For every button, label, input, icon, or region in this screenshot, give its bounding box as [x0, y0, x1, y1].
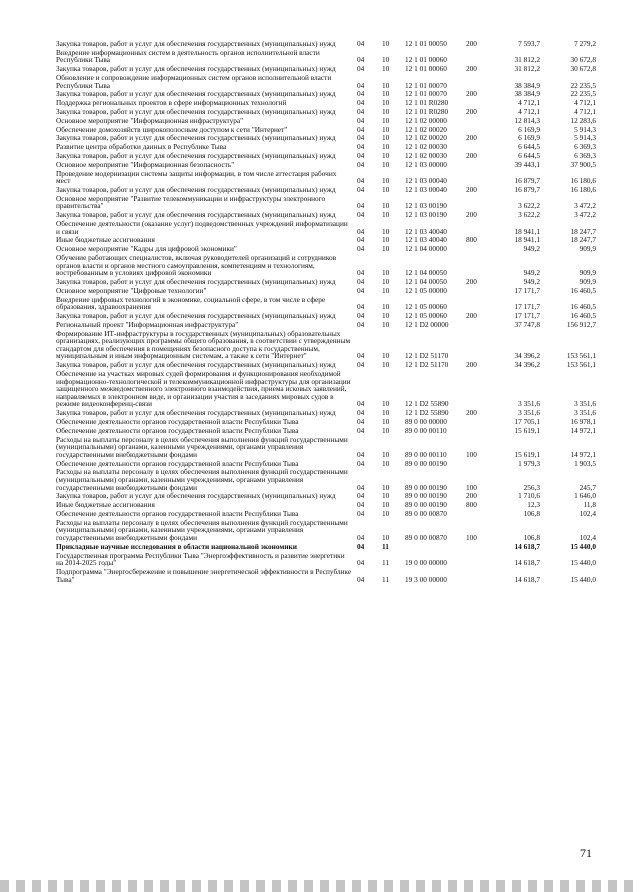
row-target-article: 12 1 03 00040 [405, 185, 447, 194]
row-target-article: 12 1 03 00190 [405, 210, 447, 220]
row-target-article: 12 1 02 00000 [405, 115, 447, 125]
row-name: Закупка товаров, работ и услуг для обеспечения государственных (муниципальных) нужд [56, 360, 336, 370]
row-sum-2: 16 460,5 [570, 311, 596, 320]
row-expense-type: 800 [466, 235, 477, 245]
row-target-article: 12 1 03 00040 [405, 176, 447, 186]
row-subsection: 10 [382, 176, 390, 186]
row-subsection: 10 [382, 277, 390, 286]
row-sum-2: 102,4 [579, 509, 596, 518]
row-sum-1: 37 747,8 [514, 319, 540, 329]
row-sum-1: 4 712,1 [518, 98, 540, 108]
row-name: Основное мероприятие "Информационная безопасность" [56, 159, 235, 169]
row-section: 04 [357, 285, 365, 295]
row-section: 04 [357, 509, 365, 518]
row-name: Закупка товаров, работ и услуг для обеспечения государственных (муниципальных) нужд [56, 210, 336, 220]
row-subsection: 10 [382, 133, 390, 143]
row-sum-1: 7 593,7 [518, 39, 540, 48]
row-sum-2: 3 472,2 [574, 210, 596, 220]
row-subsection: 10 [382, 449, 390, 459]
row-target-article: 89 0 00 00110 [405, 449, 447, 459]
row-section: 04 [357, 133, 365, 143]
row-target-article: 12 1 01 00070 [405, 89, 447, 99]
row-sum-2: 102,4 [579, 532, 596, 542]
row-sum-2: 22 235,5 [570, 89, 596, 99]
row-subsection: 10 [382, 509, 390, 518]
row-expense-type: 200 [466, 133, 477, 143]
row-section: 04 [357, 482, 365, 492]
page-number: 71 [580, 846, 592, 860]
row-name: Проведение модернизации системы защиты информации, в том числе аттестация рабочих мест [56, 168, 337, 186]
row-sum-2: 153 561,1 [566, 360, 596, 370]
row-sum-1: 38 384,9 [514, 80, 540, 90]
row-subsection: 11 [382, 558, 390, 568]
row-target-article: 12 1 05 00060 [405, 302, 447, 312]
row-sum-1: 34 396,2 [514, 351, 540, 361]
row-sum-1: 39 443,1 [514, 159, 540, 169]
row-sum-2: 14 972,1 [570, 449, 596, 459]
row-sum-1: 14 618,7 [514, 574, 540, 584]
row-subsection: 10 [382, 482, 390, 492]
row-sum-2: 12 283,6 [570, 115, 596, 125]
row-section: 04 [357, 115, 365, 125]
row-name: Основное мероприятие "Информационная инфраструктура" [56, 115, 244, 125]
row-subsection: 10 [382, 458, 390, 468]
row-sum-1: 31 812,2 [514, 55, 540, 65]
row-sum-2: 5 914,3 [574, 133, 596, 143]
row-target-article: 12 1 04 00050 [405, 277, 447, 286]
row-target-article: 12 1 01 R0280 [405, 98, 449, 108]
row-expense-type: 100 [466, 482, 477, 492]
row-subsection: 10 [382, 360, 390, 370]
row-section: 04 [357, 558, 365, 568]
row-section: 04 [357, 98, 365, 108]
row-sum-1: 15 619,1 [514, 449, 540, 459]
row-name: Закупка товаров, работ и услуг для обеспечения государственных (муниципальных) нужд [56, 185, 336, 194]
row-target-article: 12 1 03 40040 [405, 226, 447, 236]
row-sum-2: 909,9 [579, 268, 596, 278]
row-name: Закупка товаров, работ и услуг для обеспечения государственных (муниципальных) нужд [56, 277, 336, 286]
row-section: 04 [357, 277, 365, 286]
row-name: Обеспечение деятельности органов государственной власти Республики Тыва [56, 509, 299, 518]
row-target-article: 12 1 02 00020 [405, 133, 447, 143]
row-target-article: 12 1 01 R0280 [405, 107, 449, 116]
row-section: 04 [357, 210, 365, 220]
row-name: Расходы на выплаты персоналу в целях обеспечения выполнения функций государственными (муниципальными) органами, казенными учреждениями, органами управления государственными внебюджетными фондами [56, 517, 348, 542]
row-target-article: 12 1 04 00050 [405, 268, 447, 278]
row-expense-type: 200 [466, 491, 477, 501]
row-subsection: 10 [382, 532, 390, 542]
row-target-article: 12 1 05 00000 [405, 285, 447, 295]
row-sum-1: 949,2 [523, 268, 540, 278]
row-section: 04 [357, 39, 365, 48]
row-subsection: 10 [382, 491, 390, 501]
row-sum-1: 16 879,7 [514, 185, 540, 194]
row-section: 04 [357, 399, 365, 409]
row-name: Обновление и сопровождение информационных систем органов исполнительной власти Республики Тыва [56, 73, 332, 90]
row-sum-1: 1 710,6 [518, 491, 540, 501]
row-sum-1: 6 169,9 [518, 124, 540, 134]
row-sum-1: 17 171,7 [514, 311, 540, 320]
row-sum-1: 18 941,1 [514, 226, 540, 236]
row-subsection: 11 [382, 541, 389, 551]
row-sum-1: 4 712,1 [518, 107, 540, 116]
row-sum-1: 949,2 [523, 277, 540, 286]
row-name: Закупка товаров, работ и услуг для обеспечения государственных (муниципальных) нужд [56, 311, 336, 320]
row-section: 04 [357, 235, 365, 245]
row-expense-type: 200 [466, 89, 477, 99]
row-sum-2: 4 712,1 [574, 107, 596, 116]
row-expense-type: 200 [466, 311, 477, 320]
row-target-article: 12 1 03 00000 [405, 159, 447, 169]
row-expense-type: 200 [466, 39, 477, 48]
row-sum-1: 17 705,1 [514, 417, 540, 426]
row-target-article: 12 1 02 00020 [405, 124, 447, 134]
row-subsection: 10 [382, 399, 390, 409]
row-section: 04 [357, 302, 365, 312]
row-sum-2: 37 900,5 [570, 159, 596, 169]
row-subsection: 10 [382, 408, 390, 418]
row-section: 04 [357, 64, 365, 74]
row-sum-2: 15 440,0 [570, 541, 596, 551]
row-sum-2: 18 247,7 [570, 226, 596, 236]
row-subsection: 10 [382, 89, 390, 99]
row-section: 04 [357, 311, 365, 320]
row-target-article: 12 1 03 00190 [405, 201, 447, 211]
row-subsection: 10 [382, 319, 390, 329]
row-expense-type: 200 [466, 360, 477, 370]
scan-edge [0, 880, 640, 892]
row-sum-2: 1 903,5 [574, 458, 596, 468]
row-target-article: 89 0 00 00190 [405, 491, 447, 501]
row-expense-type: 100 [466, 532, 477, 542]
row-sum-1: 3 351,6 [518, 408, 540, 418]
row-section: 04 [357, 319, 365, 329]
row-target-article: 89 0 00 00870 [405, 532, 447, 542]
row-section: 04 [357, 449, 365, 459]
row-section: 04 [357, 541, 365, 551]
row-name: Подпрограмма "Энергосбережение и повышение энергетической эффективности в Республике Тыва" [56, 567, 352, 584]
row-name: Развитие центра обработки данных в Республике Тыва [56, 142, 227, 152]
row-sum-1: 3 351,6 [518, 399, 540, 409]
row-name: Иные бюджетные ассигнования [56, 235, 155, 245]
row-name: Региональный проект "Информационная инфраструктура" [56, 319, 239, 329]
row-target-article: 12 1 01 00060 [405, 64, 447, 74]
row-section: 04 [357, 176, 365, 186]
row-subsection: 10 [382, 500, 390, 510]
row-subsection: 11 [382, 574, 390, 584]
row-sum-2: 156 912,7 [566, 319, 596, 329]
row-section: 04 [357, 425, 365, 435]
row-target-article: 12 1 02 00030 [405, 142, 447, 152]
row-subsection: 10 [382, 80, 390, 90]
row-expense-type: 100 [466, 449, 477, 459]
row-target-article: 12 1 D2 55890 [405, 399, 449, 409]
row-sum-2: 5 914,3 [574, 124, 596, 134]
row-sum-2: 15 440,0 [570, 558, 596, 568]
row-target-article: 12 1 04 00000 [405, 244, 447, 254]
row-subsection: 10 [382, 210, 390, 220]
row-sum-2: 7 279,2 [574, 39, 596, 48]
row-section: 04 [357, 408, 365, 418]
row-section: 04 [357, 107, 365, 116]
row-sum-1: 17 171,7 [514, 302, 540, 312]
row-sum-2: 11,8 [583, 500, 596, 510]
row-target-article: 12 1 02 00030 [405, 151, 447, 160]
row-sum-2: 16 180,6 [570, 185, 596, 194]
row-sum-2: 4 712,1 [574, 98, 596, 108]
row-name: Закупка товаров, работ и услуг для обеспечения государственных (муниципальных) нужд [56, 408, 336, 418]
row-sum-2: 22 235,5 [570, 80, 596, 90]
row-name: Закупка товаров, работ и услуг для обеспечения государственных (муниципальных) нужд [56, 151, 336, 160]
row-target-article: 12 1 05 00060 [405, 311, 447, 320]
row-name: Поддержка региональных проектов в сфере информационных технологий [56, 98, 287, 108]
row-expense-type: 200 [466, 210, 477, 220]
row-section: 04 [357, 458, 365, 468]
row-sum-1: 34 396,2 [514, 360, 540, 370]
row-sum-2: 16 180,6 [570, 176, 596, 186]
row-expense-type: 200 [466, 64, 477, 74]
row-section: 04 [357, 151, 365, 160]
row-section: 04 [357, 80, 365, 90]
row-name: Расходы на выплаты персоналу в целях обеспечения выполнения функций государственными (муниципальными) органами, казенными учреждениями, органами управления государственными внебюджетными фондами [56, 434, 348, 459]
row-subsection: 10 [382, 311, 390, 320]
row-section: 04 [357, 360, 365, 370]
row-sum-1: 31 812,2 [514, 64, 540, 74]
row-sum-2: 3 472,2 [574, 201, 596, 211]
row-sum-1: 6 644,5 [518, 142, 540, 152]
row-sum-2: 16 460,5 [570, 302, 596, 312]
row-sum-1: 6 644,5 [518, 151, 540, 160]
row-subsection: 10 [382, 417, 390, 426]
row-sum-2: 6 369,3 [574, 142, 596, 152]
row-target-article: 12 1 03 40040 [405, 235, 447, 245]
row-target-article: 89 0 00 00000 [405, 417, 447, 426]
row-subsection: 10 [382, 107, 390, 116]
row-target-article: 19 0 00 00000 [405, 558, 447, 568]
row-subsection: 10 [382, 235, 390, 245]
row-name: Закупка товаров, работ и услуг для обеспечения государственных (муниципальных) нужд [56, 107, 336, 116]
row-expense-type: 800 [466, 500, 477, 510]
row-name: Внедрение информационных систем в деятельность органов исполнительной власти Республики Тыва [56, 47, 320, 65]
row-sum-2: 909,9 [579, 277, 596, 286]
row-target-article: 12 1 D2 55890 [405, 408, 449, 418]
row-expense-type: 200 [466, 277, 477, 286]
row-name: Расходы на выплаты персоналу в целях обеспечения выполнения функций государственными (муниципальными) органами, казенными учреждениями, органами управления государственными внебюджетными фондами [56, 467, 348, 492]
row-target-article: 12 1 D2 51170 [405, 351, 449, 361]
row-target-article: 89 0 00 00190 [405, 458, 447, 468]
row-target-article: 89 0 00 00190 [405, 500, 447, 510]
row-expense-type: 200 [466, 107, 477, 116]
row-sum-2: 30 672,8 [570, 64, 596, 74]
row-section: 04 [357, 124, 365, 134]
row-subsection: 10 [382, 124, 390, 134]
row-name: Обеспечение деятельности органов государственной власти Республики Тыва [56, 458, 299, 468]
row-sum-1: 3 622,2 [518, 210, 540, 220]
row-subsection: 10 [382, 185, 390, 194]
row-sum-1: 256,3 [523, 482, 540, 492]
row-subsection: 10 [382, 268, 390, 278]
row-sum-2: 14 972,1 [570, 425, 596, 435]
row-subsection: 10 [382, 159, 390, 169]
row-target-article: 89 0 00 00110 [405, 425, 447, 435]
row-sum-2: 6 369,3 [574, 151, 596, 160]
row-name: Закупка товаров, работ и услуг для обеспечения государственных (муниципальных) нужд [56, 491, 336, 501]
row-name: Внедрение цифровых технологий в экономике, социальной сфере, в том числе в сфере образования, здравоохранения [56, 294, 326, 312]
row-sum-1: 1 979,3 [518, 458, 540, 468]
row-name: Обеспечение деятельности органов государственной власти Республики Тыва [56, 425, 299, 435]
row-subsection: 10 [382, 226, 390, 236]
row-sum-2: 909,9 [579, 244, 596, 254]
row-sum-2: 153 561,1 [566, 351, 596, 361]
row-subsection: 10 [382, 285, 390, 295]
row-sum-2: 16 460,5 [570, 285, 596, 295]
row-sum-1: 16 879,7 [514, 176, 540, 186]
row-sum-1: 17 171,7 [514, 285, 540, 295]
row-sum-1: 18 941,1 [514, 235, 540, 245]
row-section: 04 [357, 142, 365, 152]
row-section: 04 [357, 532, 365, 542]
row-sum-2: 30 672,8 [570, 55, 596, 65]
row-subsection: 10 [382, 64, 390, 74]
row-sum-2: 15 440,0 [570, 574, 596, 584]
row-sum-1: 6 169,9 [518, 133, 540, 143]
row-section: 04 [357, 226, 365, 236]
row-subsection: 10 [382, 201, 390, 211]
row-section: 04 [357, 185, 365, 194]
row-sum-1: 3 622,2 [518, 201, 540, 211]
row-sum-2: 16 978,1 [570, 417, 596, 426]
row-subsection: 10 [382, 244, 390, 254]
row-target-article: 12 1 01 00060 [405, 55, 447, 65]
row-section: 04 [357, 201, 365, 211]
row-subsection: 10 [382, 55, 390, 65]
row-name: Основное мероприятие "Развитие телекоммуникации и инфраструктуры электронного правительства" [56, 193, 326, 211]
row-name: Основное мероприятие "Цифровые технологии" [56, 285, 207, 295]
row-subsection: 10 [382, 425, 390, 435]
row-target-article: 12 1 01 00070 [405, 80, 447, 90]
row-section: 04 [357, 417, 365, 426]
row-section: 04 [357, 491, 365, 501]
row-section: 04 [357, 574, 365, 584]
row-name: Обеспечение деятельности (оказание услуг) подведомственных учреждений информатизации и связи [56, 219, 348, 236]
row-name: Закупка товаров, работ и услуг для обеспечения государственных (муниципальных) нужд [56, 39, 336, 48]
row-name: Обеспечение деятельности органов государственной власти Республики Тыва [56, 417, 299, 426]
row-sum-1: 106,8 [523, 532, 540, 542]
row-target-article: 12 1 D2 51170 [405, 360, 449, 370]
row-name: Иные бюджетные ассигнования [56, 500, 155, 510]
row-sum-1: 12,3 [527, 500, 540, 510]
row-sum-2: 3 351,6 [574, 408, 596, 418]
row-section: 04 [357, 268, 365, 278]
row-sum-1: 949,2 [523, 244, 540, 254]
row-subsection: 10 [382, 351, 390, 361]
row-section: 04 [357, 500, 365, 510]
row-name: Закупка товаров, работ и услуг для обеспечения государственных (муниципальных) нужд [56, 133, 336, 143]
row-name: Формирование ИТ-инфраструктуры в государственных (муниципальных) образовательных организациях, реализующих программы общего образования, в соответствии с утвержденным стандартом для обеспечения в помещениях безопасного доступа к государственным, муниципальным и иным информационным системам, а также к сети "Интернет" [56, 328, 351, 361]
row-target-article: 12 1 01 00050 [405, 39, 447, 48]
row-sum-1: 14 618,7 [514, 541, 540, 551]
row-subsection: 10 [382, 115, 390, 125]
row-name: Основное мероприятие "Кадры для цифровой экономики" [56, 244, 237, 254]
row-name: Закупка товаров, работ и услуг для обеспечения государственных (муниципальных) нужд [56, 89, 336, 99]
row-subsection: 10 [382, 142, 390, 152]
row-target-article: 89 0 00 00190 [405, 482, 447, 492]
row-name: Закупка товаров, работ и услуг для обеспечения государственных (муниципальных) нужд [56, 64, 336, 74]
row-sum-1: 12 814,3 [514, 115, 540, 125]
row-name: Обеспечение на участках мировых судей формирования и функционирования необходимой информационно-технологической и телекоммуникационной инфраструктуры для организации защищенного межведомственного электронного взаимодействия, приема исковых заявлений, направляемых в электронном виде, и организации участия в заседаниях мировых судов в режиме видеоконференц-связи [56, 369, 351, 409]
row-target-article: 12 1 D2 00000 [405, 319, 449, 329]
row-target-article: 19 3 00 00000 [405, 574, 447, 584]
row-sum-1: 14 618,7 [514, 558, 540, 568]
row-expense-type: 200 [466, 185, 477, 194]
row-subsection: 10 [382, 151, 390, 160]
row-sum-1: 15 619,1 [514, 425, 540, 435]
row-subsection: 10 [382, 302, 390, 312]
row-sum-2: 245,7 [579, 482, 596, 492]
row-sum-2: 3 351,6 [574, 399, 596, 409]
row-target-article: 89 0 00 00870 [405, 509, 447, 518]
row-name: Прикладные научные исследования в области национальной экономики [56, 541, 297, 551]
row-expense-type: 200 [466, 151, 477, 160]
row-name: Обеспечение домохозяйств широкополосным доступом к сети "Интернет" [56, 124, 288, 134]
row-name: Обучение работающих специалистов, включая руководителей организаций и сотрудников органов власти и органов местного самоуправления, компетенциям и технологиям, востребованным в условиях цифровой экономики [56, 253, 337, 278]
row-section: 04 [357, 244, 365, 254]
row-sum-1: 38 384,9 [514, 89, 540, 99]
row-section: 04 [357, 159, 365, 169]
row-subsection: 10 [382, 39, 390, 48]
row-name: Государственная программа Республики Тыва "Энергоэффективность и развитие энергетики на 2014-2025 годы" [56, 550, 345, 568]
row-section: 04 [357, 55, 365, 65]
row-section: 04 [357, 351, 365, 361]
row-section: 04 [357, 89, 365, 99]
row-subsection: 10 [382, 98, 390, 108]
row-expense-type: 200 [466, 408, 477, 418]
row-sum-1: 106,8 [523, 509, 540, 518]
row-sum-2: 18 247,7 [570, 235, 596, 245]
row-sum-2: 1 646,0 [574, 491, 596, 501]
